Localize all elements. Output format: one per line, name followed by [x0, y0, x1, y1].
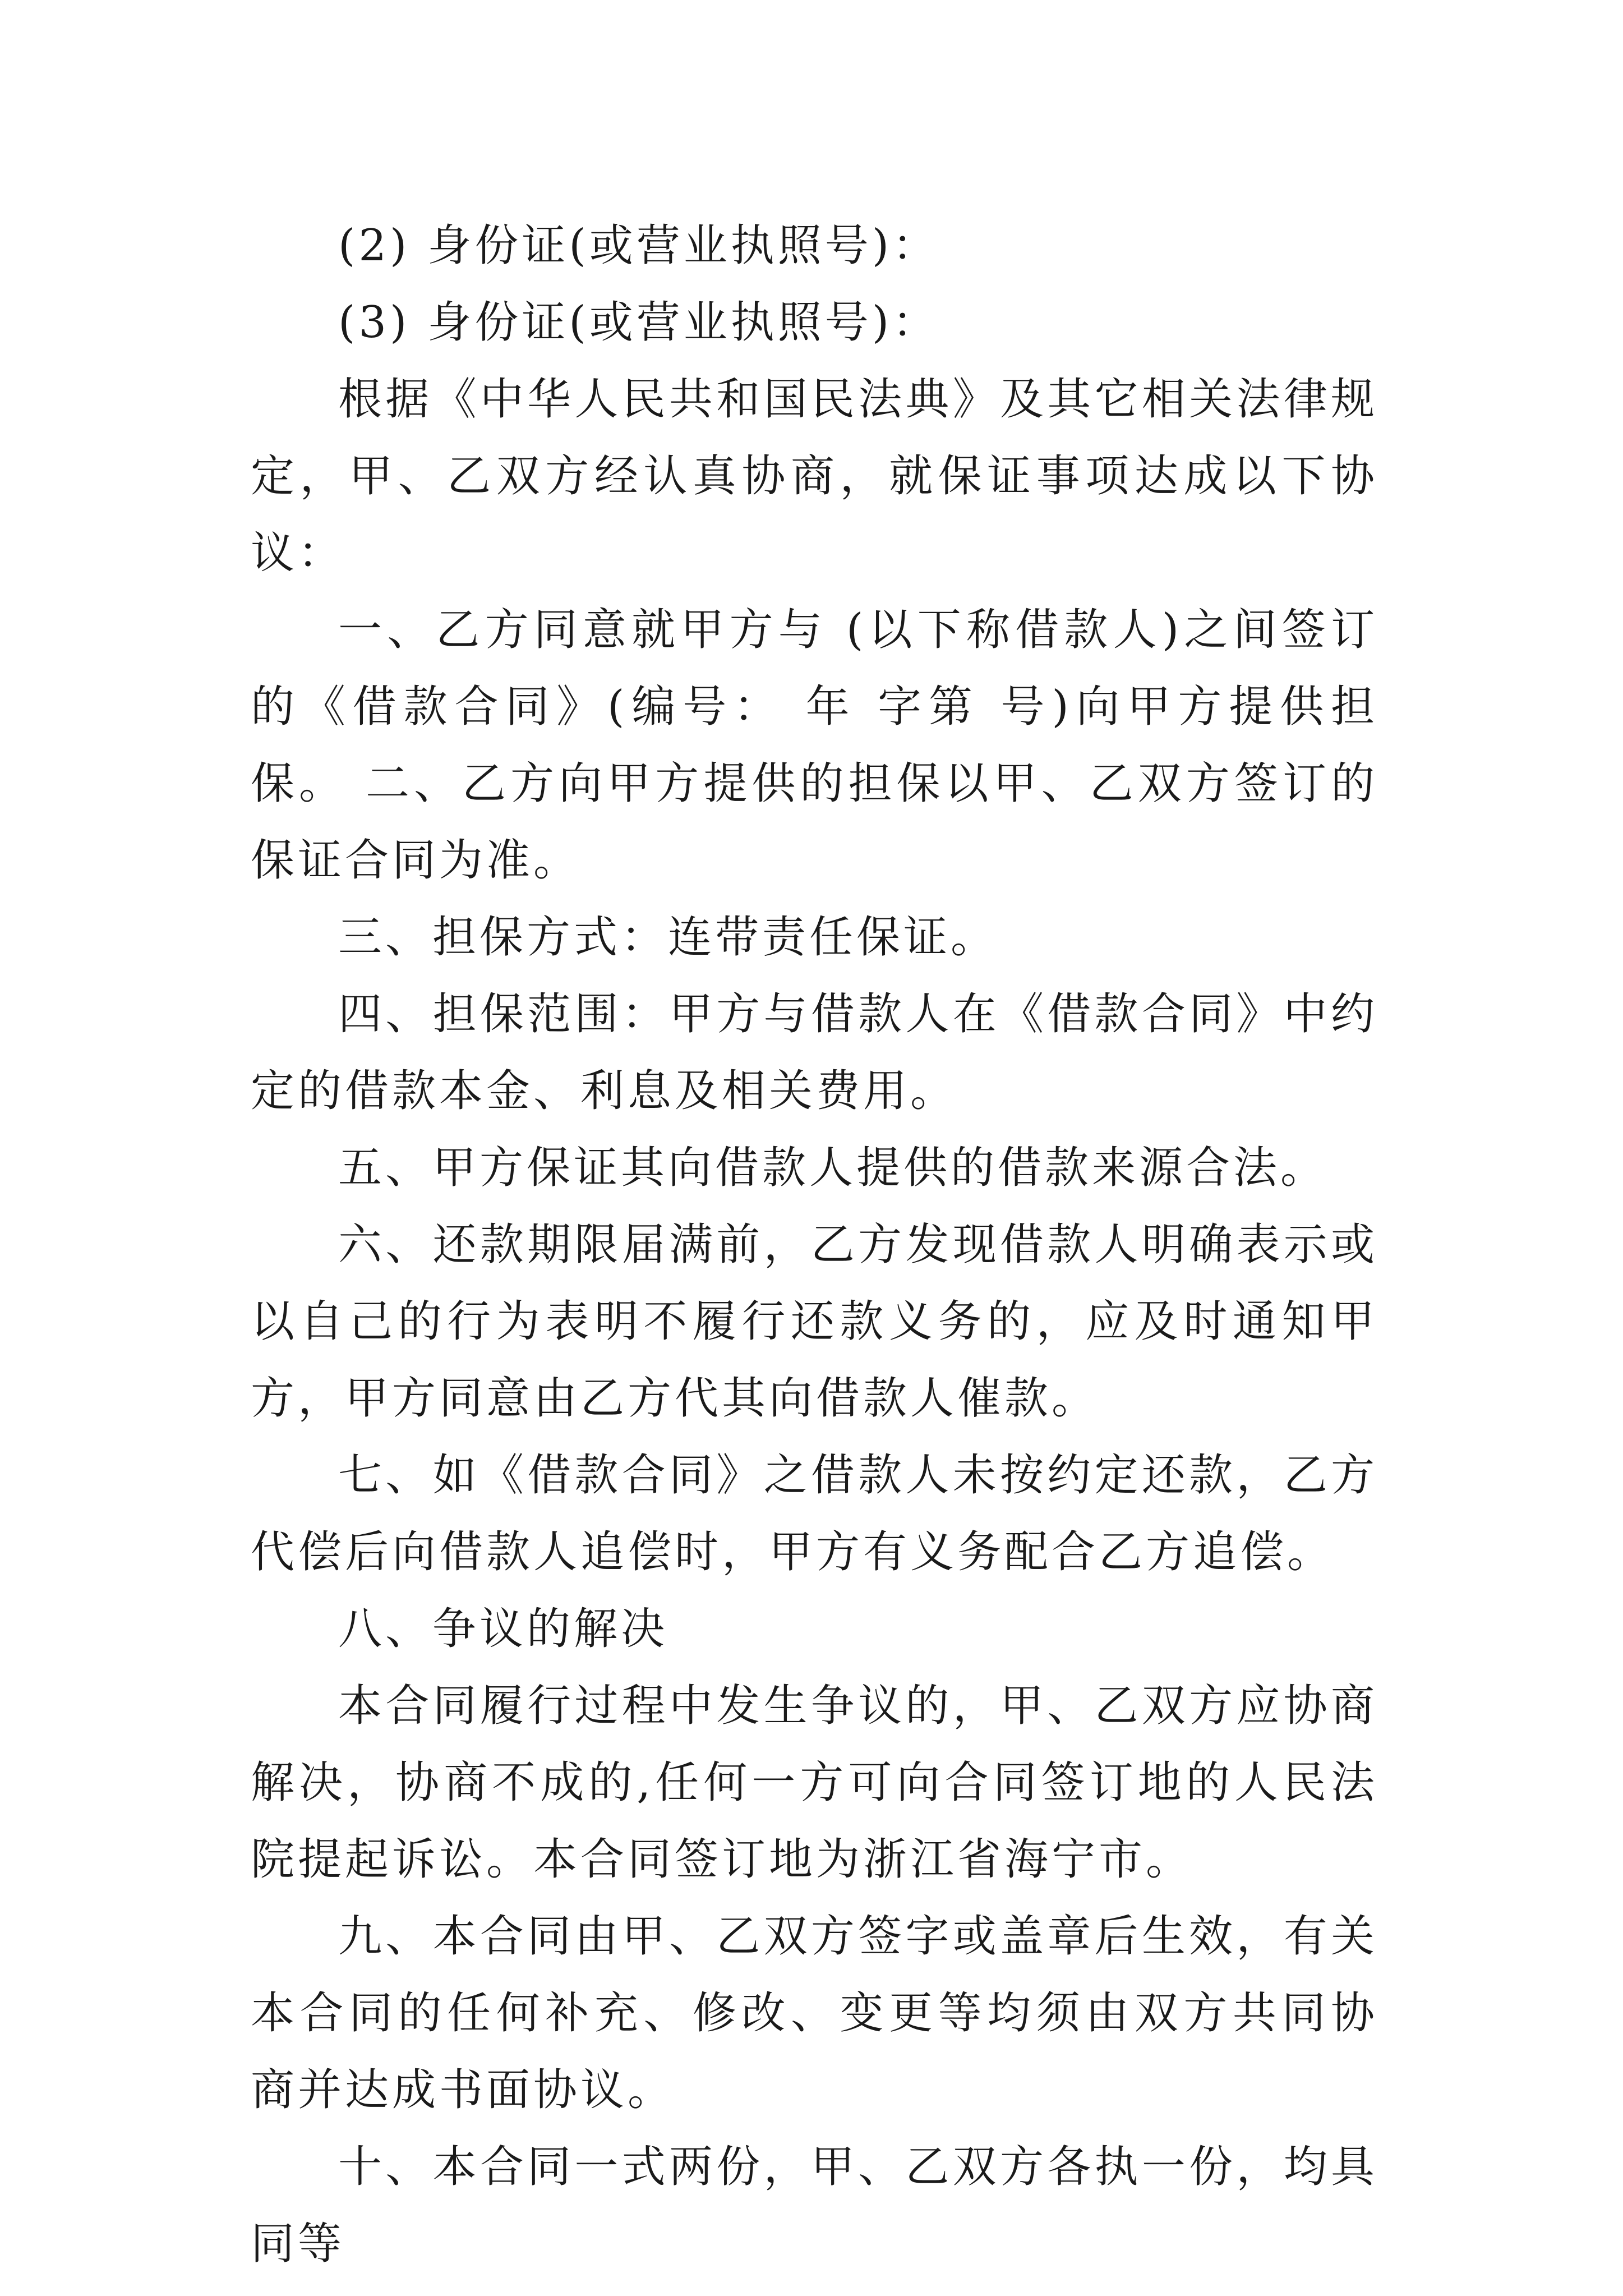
clause-10: 十、本合同一式两份，甲、乙双方各执一份，均具同等: [251, 2142, 1378, 2269]
clause-7: 七、如《借款合同》之借款人未按约定还款，乙方代偿后向借款人追偿时，甲方有义务配合乙方追偿。: [251, 1450, 1378, 1577]
clause-8-body: 本合同履行过程中发生争议的，甲、乙双方应协商解决，协商不成的,任何一方可向合同签订地的人民法院提起诉讼。本合同签订地为浙江省海宁市。: [251, 1681, 1378, 1885]
document-body: [251, 208, 1378, 2283]
clause-8-heading: 八、争议的解决: [338, 1604, 668, 1654]
clause-5: 五、甲方保证其向借款人提供的借款来源合法。: [338, 1143, 1328, 1193]
clause-6: 六、还款期限届满前，乙方发现借款人明确表示或以自己的行为表明不履行还款义务的，应及时通知甲方，甲方同意由乙方代其向借款人催款。: [251, 1220, 1378, 1424]
clause-3: 三、担保方式：连带责任保证。: [338, 912, 998, 963]
clause-1-2: 一、乙方同意就甲方与 (以下称借款人)之间签订的《借款合同》(编号： 年 字第 号)向甲方提供担保。 二、乙方向甲方提供的担保以甲、乙双方签订的保证合同为准。: [251, 605, 1378, 886]
preamble-paragraph: 根据《中华人民共和国民法典》及其它相关法律规定，甲、乙双方经认真协商，就保证事项达成以下协议：: [251, 374, 1378, 578]
id-line-2: (2) 身份证(或营业执照号)：: [338, 220, 940, 271]
clause-4: 四、担保范围：甲方与借款人在《借款合同》中约定的借款本金、利息及相关费用。: [251, 989, 1378, 1116]
id-line-3: (3) 身份证(或营业执照号)：: [338, 297, 940, 348]
clause-9: 九、本合同由甲、乙双方签字或盖章后生效，有关本合同的任何补充、修改、变更等均须由双方共同协商并达成书面协议。: [251, 1911, 1378, 2115]
